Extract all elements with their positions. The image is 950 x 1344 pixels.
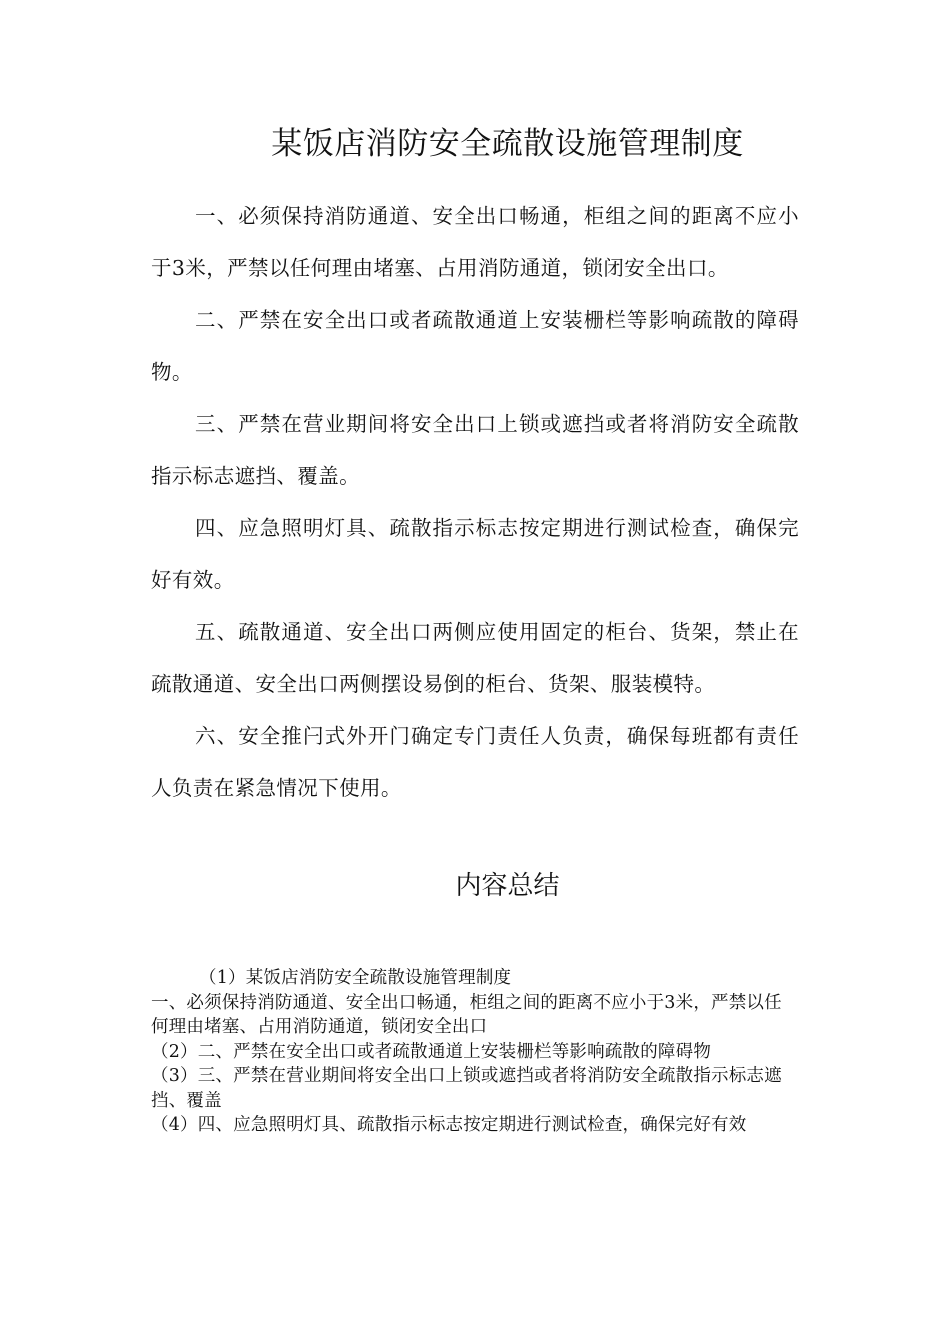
clause-4: 四、应急照明灯具、疏散指示标志按定期进行测试检查，确保完好有效。	[151, 516, 799, 592]
summary-line-5: （4）四、应急照明灯具、疏散指示标志按定期进行测试检查，确保完好有效	[151, 1115, 747, 1135]
regulation-clauses	[151, 190, 799, 814]
clause-2: 二、严禁在安全出口或者疏散通道上安装栅栏等影响疏散的障碍物。	[151, 308, 799, 384]
summary-line-1: （1）某饭店消防安全疏散设施管理制度	[199, 968, 512, 988]
clause-1: 一、必须保持消防通道、安全出口畅通，柜组之间的距离不应小于3米，严禁以任何理由堵塞、占用消防通道，锁闭安全出口。	[151, 204, 799, 280]
summary-block	[151, 966, 789, 1138]
summary-line-3: （2）二、严禁在安全出口或者疏散通道上安装栅栏等影响疏散的障碍物	[151, 1041, 712, 1062]
summary-heading: 内容总结	[455, 871, 560, 901]
document-title: 某饭店消防安全疏散设施管理制度	[271, 126, 744, 162]
clause-5: 五、疏散通道、安全出口两侧应使用固定的柜台、货架，禁止在疏散通道、安全出口两侧摆设易倒的柜台、货架、服装模特。	[151, 620, 799, 696]
clause-6: 六、安全推闩式外开门确定专门责任人负责，确保每班都有责任人负责在紧急情况下使用。	[151, 724, 799, 800]
summary-line-4: （3）三、严禁在营业期间将安全出口上锁或遮挡或者将消防安全疏散指示标志遮挡、覆盖	[151, 1066, 782, 1111]
summary-line-2: 一、必须保持消防通道、安全出口畅通，柜组之间的距离不应小于3米，严禁以任何理由堵塞、占用消防通道，锁闭安全出口	[151, 992, 782, 1037]
clause-3: 三、严禁在营业期间将安全出口上锁或遮挡或者将消防安全疏散指示标志遮挡、覆盖。	[151, 412, 799, 488]
